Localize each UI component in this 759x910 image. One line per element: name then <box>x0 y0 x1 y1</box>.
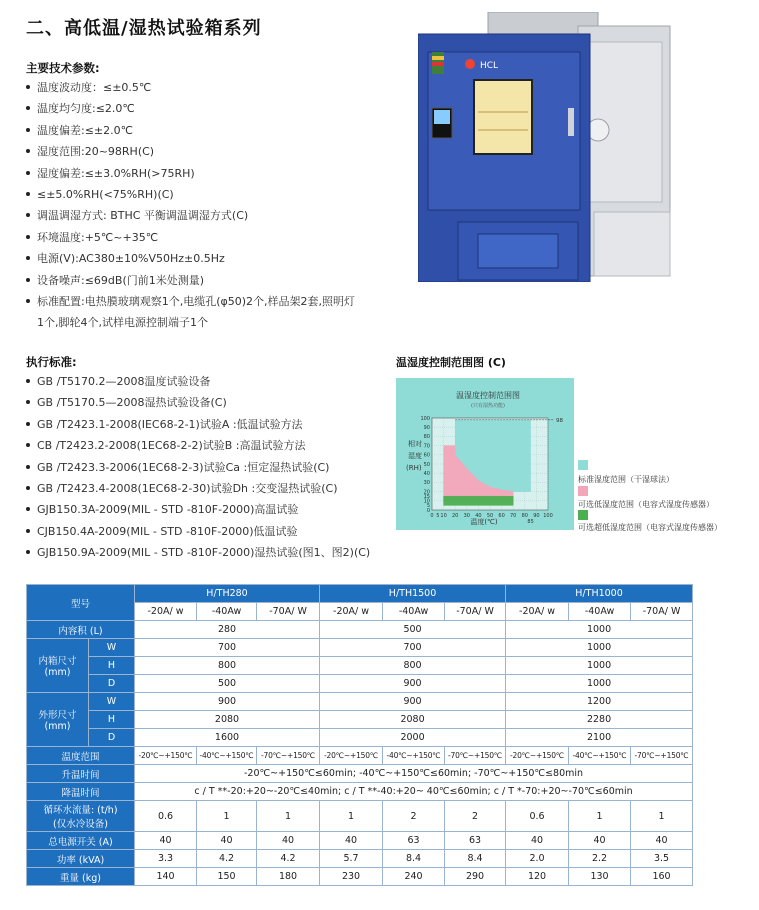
list-item: 温度偏差:≤±2.0℃ <box>26 120 355 141</box>
table-row <box>27 832 693 850</box>
table-cell: -70℃~+150℃ <box>445 747 506 765</box>
table-cell: 3.3 <box>135 850 197 868</box>
table-cell: 140 <box>135 868 197 886</box>
table-cell: 0.6 <box>135 801 197 832</box>
table-cell: -20℃~+150℃ <box>506 747 569 765</box>
bullet-icon <box>26 400 30 404</box>
bullet-icon <box>26 550 30 554</box>
table-cell: 700 <box>135 639 320 657</box>
table-cell: 1 <box>569 801 631 832</box>
legend-swatch <box>578 510 588 520</box>
bullet-icon <box>26 486 30 490</box>
table-row <box>27 657 693 675</box>
legend-item: 标准湿度范围（干湿球法） <box>578 475 674 484</box>
table-cell: 180 <box>257 868 320 886</box>
table-cell: 130 <box>569 868 631 886</box>
table-cell: 1000 <box>506 639 693 657</box>
dim-key: H <box>89 657 135 675</box>
table-cell: 8.4 <box>383 850 445 868</box>
list-item: 标准配置:电热膜玻璃观察1个,电缆孔(φ50)2个,样品架2套,照明灯 <box>26 291 355 312</box>
list-item: GJB150.9A-2009(MIL - STD -810F-2000)湿热试验(图1、图2)(C) <box>26 542 370 563</box>
table-cell: 500 <box>320 621 506 639</box>
table-cell: 1000 <box>506 675 693 693</box>
tech-params-list <box>26 77 355 334</box>
table-cell: -40℃~+150℃ <box>197 747 257 765</box>
x-tick-label: 20 <box>452 513 459 519</box>
bullet-icon <box>26 192 30 196</box>
table-cell: 150 <box>197 868 257 886</box>
variant-header: -40Aw <box>197 603 257 621</box>
x-tick-label: 30 <box>463 513 470 519</box>
table-cell: 800 <box>135 657 320 675</box>
brand-logo-text: HCL <box>480 61 499 71</box>
table-cell: 2 <box>445 801 506 832</box>
y-tick-label: 50 <box>423 461 430 468</box>
dim-key: W <box>89 639 135 657</box>
x-tick-label: 10 <box>440 513 447 519</box>
standards-heading: 执行标准: <box>26 355 77 369</box>
row-label: 重量 (kg) <box>27 868 135 886</box>
variant-header: -20A/ w <box>135 603 197 621</box>
y-tick-label: 30 <box>423 480 430 487</box>
table-cell: 5.7 <box>320 850 383 868</box>
bullet-icon <box>26 128 30 132</box>
list-item: GB /T2423.1-2008(IEC68-2-1)试验A :低温试验方法 <box>26 414 370 435</box>
x-tick-label: 5 <box>436 513 440 519</box>
table-cell: 900 <box>320 693 506 711</box>
y-tick-label: 70 <box>423 443 430 450</box>
table-cell: -40℃~+150℃ <box>569 747 631 765</box>
x-tick-label: 50 <box>486 513 494 519</box>
bullet-icon <box>26 299 30 303</box>
table-cell: -20℃~+150℃ <box>135 747 197 765</box>
list-item-continuation: 1个,脚轮4个,试样电源控制端子1个 <box>37 316 208 330</box>
y-tick-label: 10 <box>423 498 430 505</box>
bullet-icon <box>26 85 30 89</box>
group-header: H/TH280 <box>135 585 320 603</box>
table-cell: -20℃~+150℃ <box>320 747 383 765</box>
table-row <box>27 693 693 711</box>
test-chamber-image <box>418 12 688 282</box>
table-cell: 500 <box>135 675 320 693</box>
list-item: 环境温度:+5℃~+35℃ <box>26 227 355 248</box>
list-item: 调温调湿方式: BTHC 平衡调温调湿方式(C) <box>26 205 355 226</box>
table-cell: 1600 <box>135 729 320 747</box>
table-cell: 290 <box>445 868 506 886</box>
table-cell: 1000 <box>506 657 693 675</box>
row-label: 温度范围 <box>27 747 135 765</box>
table-cell: 230 <box>320 868 383 886</box>
variant-header: -20A/ w <box>320 603 383 621</box>
group-header: H/TH1000 <box>506 585 693 603</box>
table-row <box>27 765 693 783</box>
table-cell: 2080 <box>135 711 320 729</box>
bullet-icon <box>26 379 30 383</box>
table-cell: 40 <box>631 832 693 850</box>
bullet-icon <box>26 443 30 447</box>
table-cell: 0.6 <box>506 801 569 832</box>
model-header: 型号 <box>27 585 135 621</box>
variant-header: -70A/ W <box>257 603 320 621</box>
bullet-icon <box>26 235 30 239</box>
table-row <box>27 711 693 729</box>
table-cell: -70℃~+150℃ <box>257 747 320 765</box>
y-tick-label: 15 <box>423 494 430 500</box>
table-cell: 4.2 <box>197 850 257 868</box>
bullet-icon <box>26 106 30 110</box>
table-cell: 280 <box>135 621 320 639</box>
list-item: 温度均匀度:≤2.0℃ <box>26 98 355 119</box>
table-cell: 160 <box>631 868 693 886</box>
bullet-icon <box>26 278 30 282</box>
tech-params-heading: 主要技术参数: <box>26 61 100 75</box>
legend-swatch <box>578 460 588 470</box>
list-item: GB /T5170.5—2008湿热试验设备(C) <box>26 392 370 413</box>
list-item: 设备噪声:≤69dB(门前1米处测量) <box>26 270 355 291</box>
table-row <box>27 801 693 832</box>
table-row <box>27 783 693 801</box>
list-item: 湿度范围:20~98RH(C) <box>26 141 355 162</box>
list-item: GB /T5170.2—2008温度试验设备 <box>26 371 370 392</box>
list-item: GB /T2423.4-2008(1EC68-2-30)试验Dh :交变湿热试验(C) <box>26 478 370 499</box>
row-label: 内容积 (L) <box>27 621 135 639</box>
spec-table <box>26 584 693 886</box>
table-cell: 900 <box>135 693 320 711</box>
chart-xlabel: 温度(℃) <box>470 518 498 526</box>
list-item: GB /T2423.3-2006(1EC68-2-3)试验Ca :恒定湿热试验(C) <box>26 457 370 478</box>
table-row <box>27 585 693 603</box>
bullet-icon <box>26 213 30 217</box>
list-item: ≤±5.0%RH(<75%RH)(C) <box>26 184 355 205</box>
ultra-low-humidity-area <box>444 496 514 505</box>
variant-header: -40Aw <box>383 603 445 621</box>
table-cell: 40 <box>257 832 320 850</box>
variant-header: -20A/ w <box>506 603 569 621</box>
table-row <box>27 639 693 657</box>
table-cell: -70℃~+150℃ <box>631 747 693 765</box>
y-tick-label: 100 <box>420 415 430 422</box>
table-cell: 800 <box>320 657 506 675</box>
row-label: 内箱尺寸 (mm) <box>27 639 89 693</box>
x-tick-label: 90 <box>533 513 540 519</box>
table-cell: 40 <box>506 832 569 850</box>
table-cell: 2080 <box>320 711 506 729</box>
table-cell: 240 <box>383 868 445 886</box>
legend-swatch <box>578 486 588 496</box>
y-tick-label: 5 <box>426 503 430 510</box>
row-label: 功率 (kVA) <box>27 850 135 868</box>
x-tick-label: 0 <box>430 513 434 519</box>
table-cell: 1200 <box>506 693 693 711</box>
table-cell: -40℃~+150℃ <box>383 747 445 765</box>
marker-98-label: 98 <box>556 417 563 424</box>
y-tick-label: 60 <box>423 452 430 459</box>
bullet-icon <box>26 529 30 533</box>
x-tick-label: 60 <box>498 513 505 519</box>
legend-item: 可选低湿度范围（电容式湿度传感器） <box>578 500 714 509</box>
table-cell: 40 <box>569 832 631 850</box>
row-label: 总电源开关 (A) <box>27 832 135 850</box>
list-item: 湿度偏差:≤±3.0%RH(>75RH) <box>26 163 355 184</box>
table-cell: 700 <box>320 639 506 657</box>
bullet-icon <box>26 465 30 469</box>
variant-header: -40Aw <box>569 603 631 621</box>
table-cell: 1000 <box>506 621 693 639</box>
table-cell: 8.4 <box>445 850 506 868</box>
ylabel-line: (RH) <box>406 464 422 472</box>
y-tick-label: 0 <box>426 507 430 514</box>
x-tick-label: 100 <box>543 513 553 519</box>
table-cell: 2280 <box>506 711 693 729</box>
table-row <box>27 850 693 868</box>
x-tick-label: 70 <box>510 513 517 519</box>
table-row <box>27 621 693 639</box>
table-cell: 1 <box>197 801 257 832</box>
group-header: H/TH1500 <box>320 585 506 603</box>
bullet-icon <box>26 256 30 260</box>
y-tick-label: 20 <box>423 489 430 496</box>
table-row <box>27 868 693 886</box>
brand-logo-icon <box>465 59 475 69</box>
dim-key: W <box>89 693 135 711</box>
legend-item: 可选超低湿度范围（电容式湿度传感器） <box>578 523 722 532</box>
table-row <box>27 747 693 765</box>
dim-key: D <box>89 729 135 747</box>
y-tick-label: 90 <box>423 425 430 431</box>
table-cell: 900 <box>320 675 506 693</box>
list-item: 温度波动度：≤±0.5℃ <box>26 77 355 98</box>
standards-list <box>26 371 370 564</box>
table-cell: 63 <box>445 832 506 850</box>
table-cell: 3.5 <box>631 850 693 868</box>
table-cell: c / T **-20:+20~-20℃≤40min; c / T **-40:+20~ 40℃≤60min; c / T *-70:+20~-70℃≤60min <box>135 783 693 801</box>
ylabel-line: 湿度 <box>408 452 422 460</box>
y-tick-label: 40 <box>423 471 430 477</box>
humidity-range-chart <box>396 378 574 530</box>
bullet-icon <box>26 507 30 511</box>
row-label: 循环水流量: (t/h) (仅水冷设备) <box>27 801 135 832</box>
chart-heading: 温湿度控制范围图 (C) <box>396 356 506 369</box>
table-row <box>27 675 693 693</box>
table-cell: 2000 <box>320 729 506 747</box>
table-cell: 2.2 <box>569 850 631 868</box>
x-tick-label: 85 <box>527 519 534 525</box>
row-label: 外形尺寸 (mm) <box>27 693 89 747</box>
variant-header: -70A/ W <box>445 603 506 621</box>
table-cell: 120 <box>506 868 569 886</box>
y-tick-label: 80 <box>423 434 430 441</box>
table-cell: 2 <box>383 801 445 832</box>
dim-key: D <box>89 675 135 693</box>
x-tick-label: 40 <box>475 513 482 519</box>
list-item: GJB150.3A-2009(MIL - STD -810F-2000)高温试验 <box>26 499 370 520</box>
ylabel-line: 相对 <box>408 440 422 448</box>
table-cell: 2100 <box>506 729 693 747</box>
chart-inner-subtitle: (只有湿热功能) <box>471 403 505 409</box>
bullet-icon <box>26 422 30 426</box>
table-row <box>27 729 693 747</box>
list-item: 电源(V):AC380±10%V50Hz±0.5Hz <box>26 248 355 269</box>
table-cell: 40 <box>320 832 383 850</box>
chart-panel <box>396 378 574 530</box>
variant-header: -70A/ W <box>631 603 693 621</box>
x-tick-label: 80 <box>521 513 528 519</box>
chart-inner-title: 温湿度控制范围图 <box>456 391 520 400</box>
table-cell: 40 <box>197 832 257 850</box>
table-cell: 2.0 <box>506 850 569 868</box>
table-cell: 40 <box>135 832 197 850</box>
page-title: 二、高低温/湿热试验箱系列 <box>26 18 262 39</box>
table-cell: 1 <box>257 801 320 832</box>
table-cell: 1 <box>320 801 383 832</box>
bullet-icon <box>26 149 30 153</box>
list-item: CB /T2423.2-2008(1EC68-2-2)试验B :高温试验方法 <box>26 435 370 456</box>
table-cell: 4.2 <box>257 850 320 868</box>
table-cell: 63 <box>383 832 445 850</box>
list-item: CJB150.4A-2009(MIL - STD -810F-2000)低温试验 <box>26 521 370 542</box>
table-cell: 1 <box>631 801 693 832</box>
row-label: 降温时间 <box>27 783 135 801</box>
row-label: 升温时间 <box>27 765 135 783</box>
dim-key: H <box>89 711 135 729</box>
table-cell: -20℃~+150℃≤60min; -40℃~+150℃≤60min; -70℃~+150℃≤80min <box>135 765 693 783</box>
bullet-icon <box>26 171 30 175</box>
